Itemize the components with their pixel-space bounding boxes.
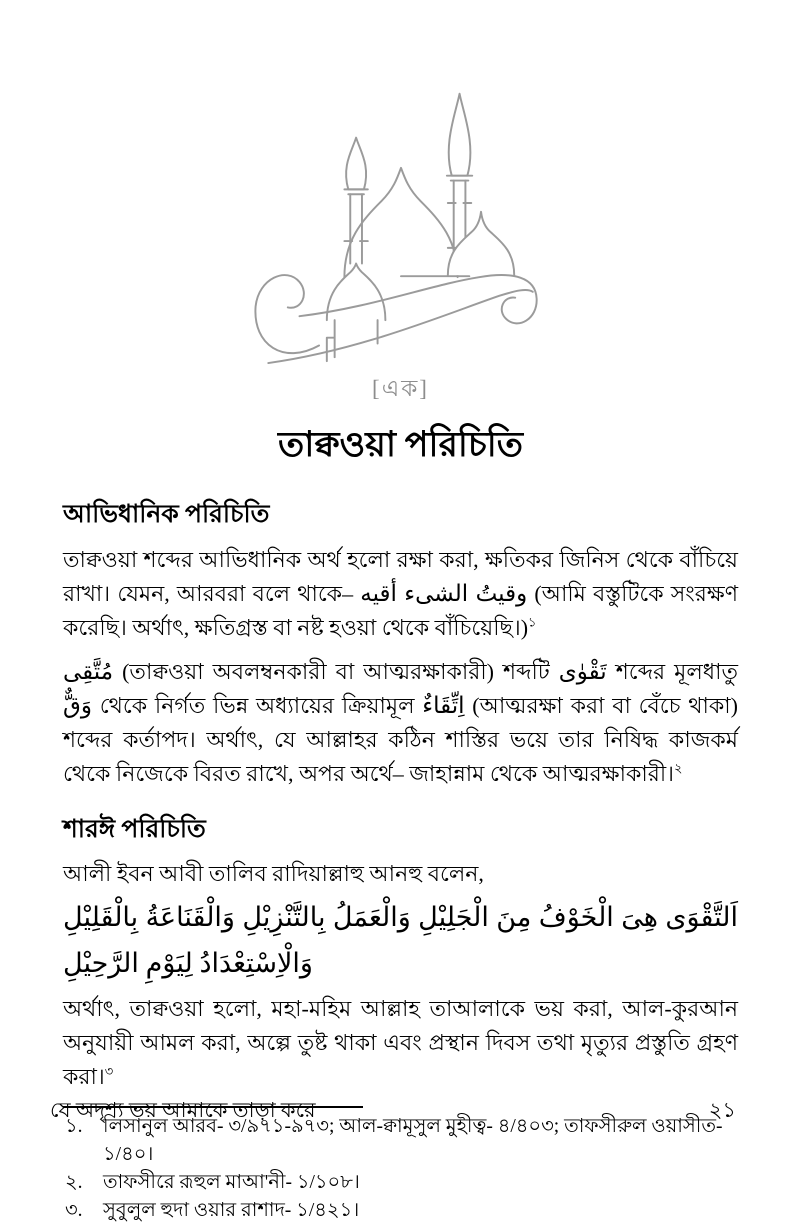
bengali-text: তাক্বওয়া শব্দের আভিধানিক অর্থ হলো রক্ষা করা, ক্ষতিকর জিনিস থেকে বাঁচিয়ে রাখা। যেমন, আরবরা বলে থাকে– — [63, 547, 738, 606]
page-footer — [50, 1094, 736, 1129]
footnotes-list — [63, 1113, 738, 1225]
footnote-item — [63, 1197, 738, 1225]
footnote-ref-2: ২ — [674, 760, 683, 776]
lexical-paragraph-1 — [63, 543, 738, 645]
section-heading-lexical: আভিধানিক পরিচিতি — [63, 501, 270, 528]
chapter-marker: [এক] — [372, 376, 429, 401]
bengali-text: (তাক্বওয়া অবলম্বনকারী বা আত্মরক্ষাকারী) শব্দটি — [113, 659, 559, 684]
page-number: ২১ — [708, 1098, 736, 1122]
arabic-phrase: اِتِّقَاءٌ — [422, 693, 465, 718]
footnote-text: লিসানুল আরব- ৩/৯৭১-৯৭৩; আল-ক্বামূসুল মুহীত্ব- ৪/৪০৩; তাফসীরুল ওয়াসীত- ১/৪০। — [103, 1116, 723, 1165]
footnote-number: ১. — [65, 1116, 83, 1137]
bengali-text: (আমি বস্তুটিকে সংরক্ষণ করেছি। অর্থাৎ, ক্ষতিগ্রস্ত বা নষ্ট হওয়া থেকে বাঁচিয়েছি।) — [63, 581, 739, 640]
bengali-text: থেকে নির্গত ভিন্ন অধ্যায়ের ক্রিয়ামূল — [91, 693, 423, 718]
arabic-phrase: وَقٌّ — [63, 693, 92, 718]
footnote-text: তাফসীরে রূহুল মাআ'নী- ১/১০৮। — [103, 1172, 360, 1193]
mosque-illustration — [63, 0, 738, 370]
footnote-item — [63, 1169, 738, 1197]
narrator-line: আলী ইবন আবী তালিব রাদিয়াল্লাহু আনহু বলেন, — [63, 861, 484, 886]
footnote-number: ২. — [65, 1172, 83, 1193]
footnote-number: ৩. — [65, 1200, 83, 1221]
lexical-paragraph-2 — [63, 655, 738, 791]
chapter-title: তাক্বওয়া পরিচিতি — [277, 425, 523, 464]
arabic-phrase: تَقْوٰى — [558, 659, 607, 684]
translation-paragraph — [63, 992, 738, 1094]
footnote-ref-3: ৩ — [104, 1063, 114, 1079]
arabic-phrase: مُتَّقِى — [63, 659, 114, 684]
section-heading-sharii: শারঈ পরিচিতি — [63, 816, 206, 843]
bengali-text: (আত্মরক্ষা করা বা বেঁচে থাকা) শব্দের কর্তাপদ। অর্থাৎ, যে আল্লাহর কঠিন শাস্তির ভয়ে তার নিষিদ্ধ কাজকর্ম থেকে নিজেকে বিরত রাখে, অপর অর্থে– জাহান্নাম থেকে আত্মরক্ষাকারী। — [63, 693, 738, 786]
arabic-phrase: وقيتُ الشىء أقيه — [360, 581, 528, 606]
bengali-text: শব্দের মূলধাতু — [606, 659, 738, 684]
mosque-line-art-icon — [231, 82, 571, 365]
bengali-text: অর্থাৎ, তাক্বওয়া হলো, মহা-মহিম আল্লাহ তাআলাকে ভয় করা, আল-কুরআন অনুযায়ী আমল করা, অল্পে তুষ্ট থাকা এবং প্রস্থান দিবস তথা মৃত্যুর প্রস্তুতি গ্রহণ করা। — [63, 996, 738, 1089]
arabic-quote-block: اَلتَّقْوَى هِىَ الْخَوْفُ مِنَ الْجَلِيْلِ وَالْعَمَلُ بِالتَّنْزِيْلِ وَالْقَنَاعَةُ بِالْقَلِيْلِ وَالْاِسْتِعْدَادُ لِيَوْمِ الرَّحِيْلِ — [63, 902, 738, 978]
running-title: যে অদৃশ্য ভয় আমাকে তাড়া করে — [50, 1098, 316, 1122]
footnote-ref-1: ১ — [528, 614, 537, 630]
footnote-text: সুবুলুল হুদা ওয়ার রাশাদ- ১/৪২১। — [103, 1200, 360, 1221]
